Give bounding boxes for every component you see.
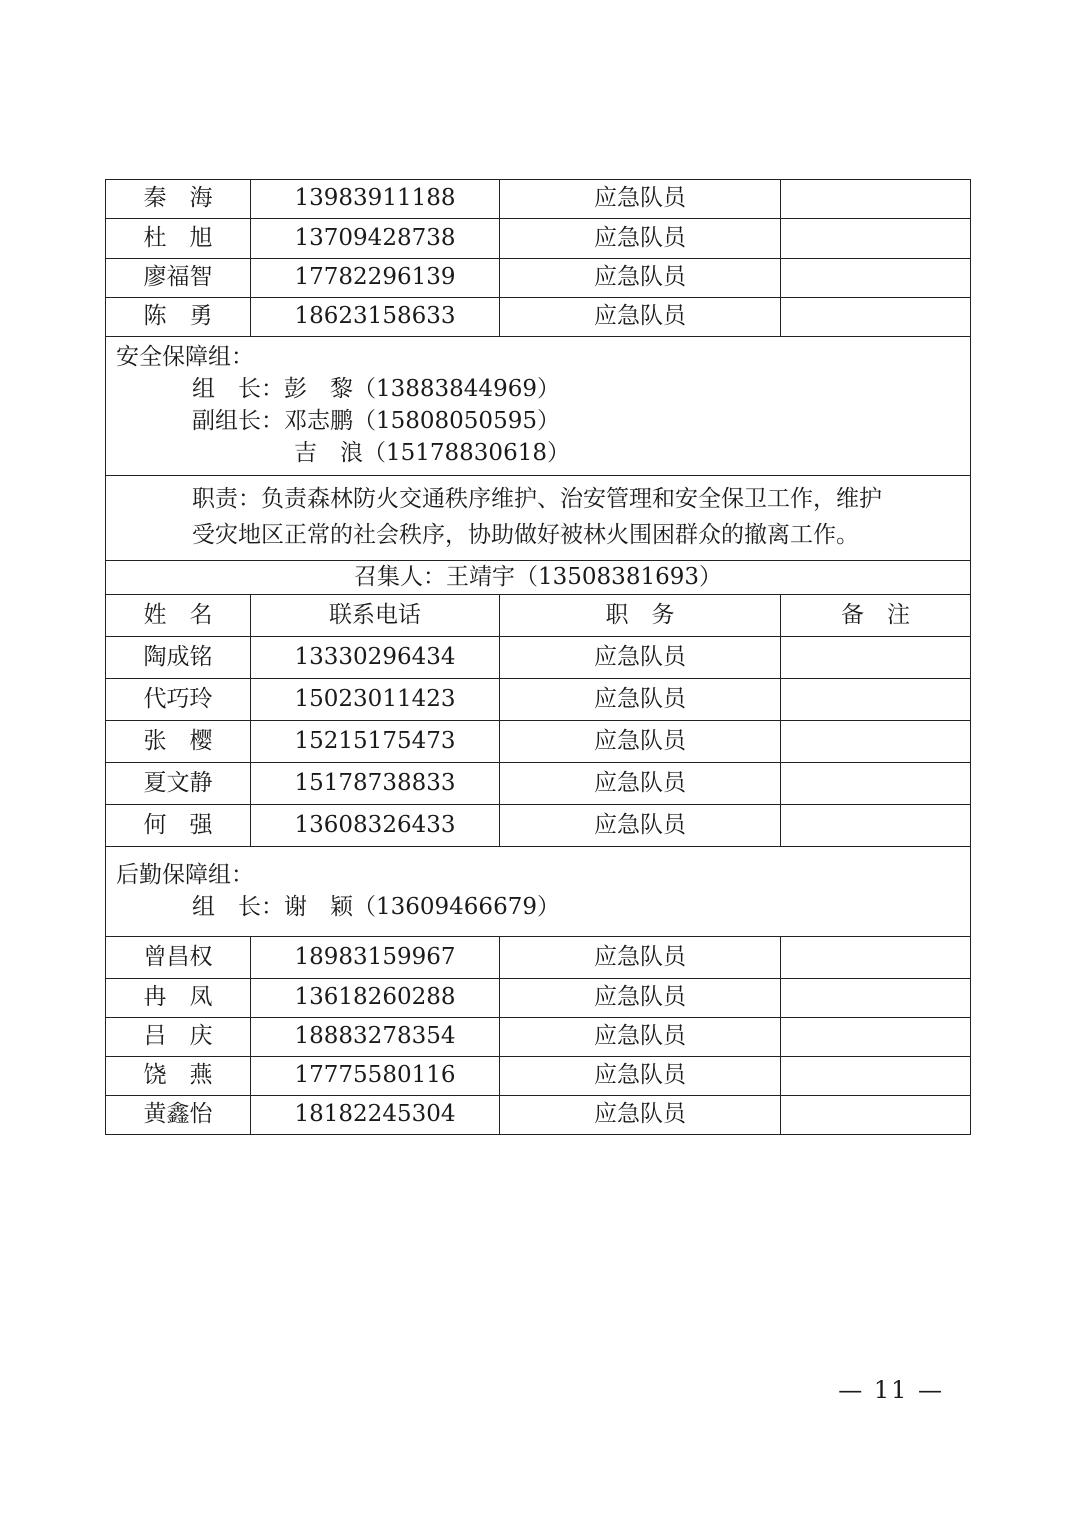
member-name: 饶 燕 xyxy=(106,1057,251,1096)
member-role: 应急队员 xyxy=(500,259,781,298)
member-note xyxy=(781,721,971,763)
member-role: 应急队员 xyxy=(500,937,781,979)
member-phone: 15023011423 xyxy=(251,679,500,721)
member-role: 应急队员 xyxy=(500,679,781,721)
member-role: 应急队员 xyxy=(500,180,781,219)
table-row xyxy=(106,180,971,219)
member-note xyxy=(781,180,971,219)
member-name: 杜 旭 xyxy=(106,219,251,259)
table-row xyxy=(106,763,971,805)
member-phone: 13983911188 xyxy=(251,180,500,219)
security-group-title: 安全保障组： xyxy=(116,344,254,370)
member-note xyxy=(781,805,971,847)
table-row xyxy=(106,721,971,763)
security-duty-row xyxy=(106,476,971,561)
member-note xyxy=(781,219,971,259)
table-row xyxy=(106,1057,971,1096)
table-row xyxy=(106,219,971,259)
member-role: 应急队员 xyxy=(500,979,781,1018)
table-row xyxy=(106,979,971,1018)
member-name: 冉 凤 xyxy=(106,979,251,1018)
member-role: 应急队员 xyxy=(500,637,781,679)
header-role: 职 务 xyxy=(500,595,781,637)
member-phone: 18182245304 xyxy=(251,1096,500,1135)
member-note xyxy=(781,637,971,679)
page-number: — 11 — xyxy=(838,1376,944,1404)
table-row xyxy=(106,805,971,847)
security-group-info-row xyxy=(106,337,971,476)
header-name: 姓 名 xyxy=(106,595,251,637)
member-note xyxy=(781,979,971,1018)
table-row xyxy=(106,937,971,979)
table-row xyxy=(106,259,971,298)
member-phone: 15178738833 xyxy=(251,763,500,805)
member-phone: 17775580116 xyxy=(251,1057,500,1096)
member-role: 应急队员 xyxy=(500,763,781,805)
table-row xyxy=(106,637,971,679)
convener: 召集人：王靖宇（13508381693） xyxy=(106,561,971,595)
member-name: 夏文静 xyxy=(106,763,251,805)
member-note xyxy=(781,1057,971,1096)
member-phone: 17782296139 xyxy=(251,259,500,298)
member-phone: 13618260288 xyxy=(251,979,500,1018)
security-duty xyxy=(106,476,971,561)
member-phone: 18983159967 xyxy=(251,937,500,979)
member-note xyxy=(781,937,971,979)
member-phone: 13608326433 xyxy=(251,805,500,847)
table-header-row xyxy=(106,595,971,637)
member-name: 黄鑫怡 xyxy=(106,1096,251,1135)
member-role: 应急队员 xyxy=(500,805,781,847)
logistics-group-info xyxy=(106,847,971,937)
table-row xyxy=(106,1018,971,1057)
security-duty-line-2: 受灾地区正常的社会秩序，协助做好被林火围困群众的撤离工作。 xyxy=(192,522,859,548)
logistics-group-title: 后勤保障组： xyxy=(116,861,254,888)
member-note xyxy=(781,763,971,805)
table-row xyxy=(106,679,971,721)
member-name: 秦 海 xyxy=(106,180,251,219)
member-role: 应急队员 xyxy=(500,721,781,763)
member-note xyxy=(781,1096,971,1135)
member-name: 代巧玲 xyxy=(106,679,251,721)
member-note xyxy=(781,259,971,298)
member-role: 应急队员 xyxy=(500,1018,781,1057)
member-name: 陶成铭 xyxy=(106,637,251,679)
member-name: 何 强 xyxy=(106,805,251,847)
member-note xyxy=(781,1018,971,1057)
header-note: 备 注 xyxy=(781,595,971,637)
member-role: 应急队员 xyxy=(500,1057,781,1096)
member-role: 应急队员 xyxy=(500,298,781,337)
member-note xyxy=(781,679,971,721)
convener-row xyxy=(106,561,971,595)
member-phone: 15215175473 xyxy=(251,721,500,763)
member-phone: 18883278354 xyxy=(251,1018,500,1057)
security-group-leader: 组 长：彭 黎（13883844969） xyxy=(192,376,560,402)
logistics-group-leader: 组 长：谢 颖（13609466679） xyxy=(192,893,560,920)
header-phone: 联系电话 xyxy=(251,595,500,637)
security-group-info xyxy=(106,337,971,476)
member-phone: 18623158633 xyxy=(251,298,500,337)
logistics-group-info-row xyxy=(106,847,971,937)
member-role: 应急队员 xyxy=(500,219,781,259)
roster-table xyxy=(105,179,971,1135)
security-group-deputy-1: 副组长：邓志鹏（15808050595） xyxy=(192,408,560,434)
member-role: 应急队员 xyxy=(500,1096,781,1135)
member-phone: 13330296434 xyxy=(251,637,500,679)
security-group-deputy-2: 吉 浪（15178830618） xyxy=(294,440,570,466)
member-name: 曾昌权 xyxy=(106,937,251,979)
member-note xyxy=(781,298,971,337)
member-phone: 13709428738 xyxy=(251,219,500,259)
security-duty-line-1: 职责：负责森林防火交通秩序维护、治安管理和安全保卫工作，维护 xyxy=(192,486,882,512)
table-row xyxy=(106,1096,971,1135)
table-row xyxy=(106,298,971,337)
member-name: 张 樱 xyxy=(106,721,251,763)
member-name: 廖福智 xyxy=(106,259,251,298)
member-name: 吕 庆 xyxy=(106,1018,251,1057)
member-name: 陈 勇 xyxy=(106,298,251,337)
